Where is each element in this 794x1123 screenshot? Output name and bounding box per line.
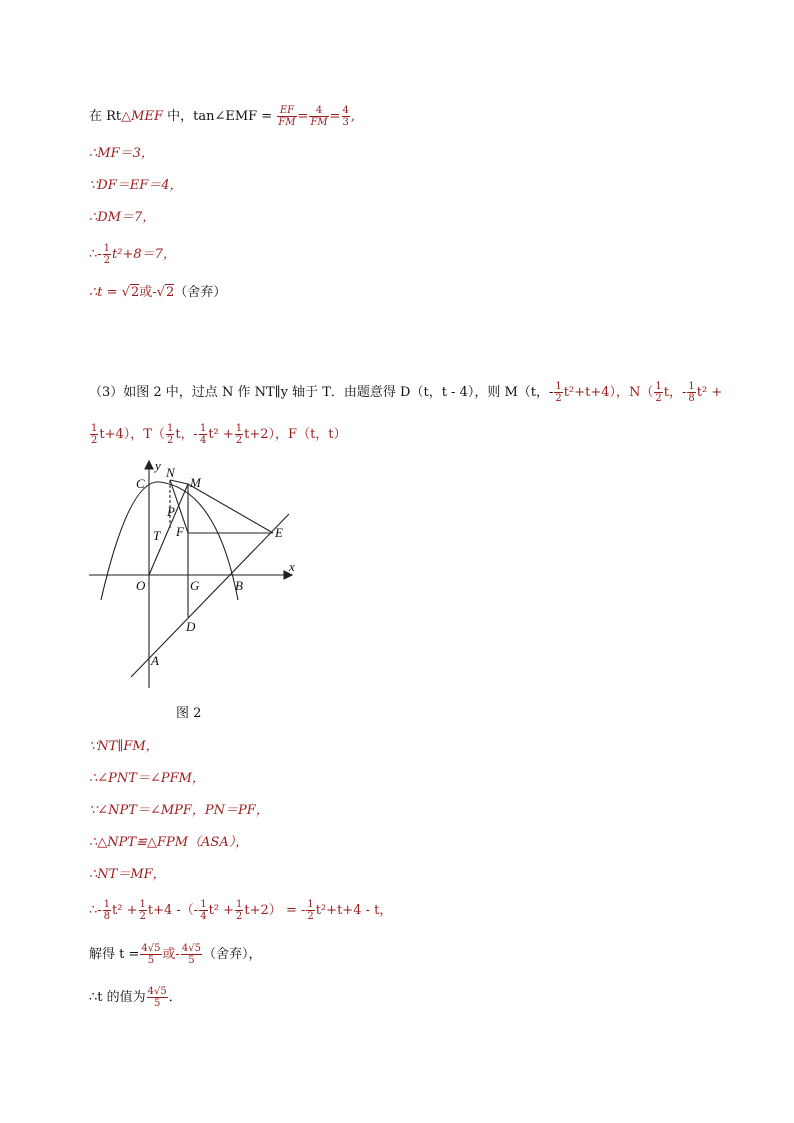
text: , — [350, 109, 356, 124]
text: t²+8＝7， — [112, 247, 176, 262]
proof-line-2: ∴∠PNT＝∠PFM， — [89, 771, 205, 786]
label-d: D — [186, 619, 196, 634]
label-o: O — [136, 578, 146, 593]
text: ∴- — [89, 247, 102, 262]
numerator: 1 — [307, 899, 314, 910]
numerator: 1 — [235, 423, 243, 434]
text: （舍弃）， — [203, 947, 262, 962]
numerator: 1 — [555, 381, 562, 392]
label-t: T — [153, 528, 161, 543]
fraction — [687, 381, 695, 404]
line-df-ef: ∵DF＝EF＝4， — [89, 178, 183, 193]
denominator: 2 — [555, 393, 562, 404]
part3-intro-line1 — [89, 378, 722, 408]
numerator: 4√5 — [181, 943, 202, 954]
numerator: 1 — [236, 899, 243, 910]
text: ． — [168, 990, 182, 1005]
denominator: 4 — [199, 435, 207, 446]
label-m: M — [190, 475, 201, 490]
sqrt-arg: 2 — [165, 285, 175, 300]
text: t+4 -（- — [147, 903, 199, 918]
parabola — [101, 482, 238, 600]
denominator: 3 — [342, 117, 349, 128]
fraction — [199, 423, 207, 446]
text: 或- — [162, 947, 180, 962]
label-b: B — [235, 578, 243, 593]
numerator: 1 — [91, 423, 98, 434]
text: ∴t = — [89, 285, 118, 300]
line-tan-emf: 在 Rt△MEF 中，tan∠EMF = $\frac{EF}{FM}$ = $\frac{4}{FM}$ = $\frac{4}{3}$ , — [89, 105, 356, 128]
text: t² + — [112, 903, 138, 918]
proof-line-7 — [89, 940, 262, 970]
denominator: 2 — [91, 435, 98, 446]
fraction — [306, 899, 314, 922]
text: t² + — [696, 385, 723, 400]
denominator: 5 — [147, 955, 155, 966]
text: t² + — [208, 427, 234, 442]
text: t+2），F（t，t） — [244, 427, 347, 442]
text: 解得 t = — [89, 947, 140, 962]
triangle-label: △MEF — [121, 109, 163, 124]
denominator: 2 — [307, 911, 314, 922]
line-dm: ∴DM＝7， — [89, 210, 156, 225]
numerator: 1 — [103, 243, 111, 254]
label-a: A — [151, 653, 159, 668]
fraction — [147, 986, 168, 1009]
proof-line-3: ∵∠NPT＝∠MPF，PN＝PF， — [89, 803, 269, 818]
label-c: C — [136, 476, 145, 491]
fraction — [103, 243, 111, 266]
text: t²+t+4），N（ — [563, 385, 654, 400]
segment-me — [188, 484, 273, 533]
fraction — [181, 943, 202, 966]
line-equation — [89, 240, 176, 270]
label-p: P — [167, 504, 175, 519]
denominator: FM — [278, 117, 296, 128]
numerator: 1 — [199, 423, 207, 434]
text: t+2） = - — [244, 903, 306, 918]
numerator: 1 — [688, 381, 695, 392]
fraction — [166, 423, 174, 446]
denominator: 5 — [154, 998, 161, 1009]
numerator: 4√5 — [141, 943, 161, 954]
denominator: 2 — [655, 393, 662, 404]
label-y: y — [155, 458, 161, 473]
numerator: 1 — [200, 899, 207, 910]
fraction — [140, 943, 161, 966]
text: t，- — [663, 385, 687, 400]
fraction — [554, 381, 562, 404]
text: （舍弃） — [174, 285, 227, 300]
y-axis-arrow — [145, 461, 153, 469]
denominator: 8 — [688, 393, 695, 404]
label-e: E — [275, 525, 283, 540]
denominator: 2 — [236, 911, 243, 922]
text: t²+t+4 - t， — [315, 903, 393, 918]
fraction — [90, 423, 98, 446]
figure-caption: 图 2 — [176, 706, 202, 721]
text: 或- — [139, 285, 157, 300]
fraction — [103, 899, 111, 922]
label-g: G — [190, 578, 200, 593]
denominator: 8 — [103, 911, 111, 922]
fraction — [654, 381, 662, 404]
figure-2-diagram — [85, 455, 310, 695]
numerator: 1 — [139, 899, 146, 910]
label-x: x — [289, 559, 295, 574]
text: t² + — [208, 903, 235, 918]
line-mf: ∴MF＝3， — [89, 146, 154, 161]
fraction — [277, 105, 296, 128]
text: t，- — [175, 427, 198, 442]
fraction — [309, 105, 328, 128]
denominator: 5 — [188, 955, 195, 966]
numerator: 1 — [655, 381, 662, 392]
label-n: N — [166, 465, 175, 480]
numerator: 1 — [166, 423, 174, 434]
numerator: 1 — [103, 899, 111, 910]
denominator: FM — [310, 117, 328, 128]
text: ∴t 的值为 — [89, 990, 146, 1005]
label-f: F — [176, 524, 184, 539]
fraction — [342, 105, 350, 128]
line-t-result: ∴t = √2或-√2（舍弃） — [89, 285, 227, 300]
numerator: 4√5 — [147, 986, 167, 997]
text: （3）如图 2 中，过点 N 作 NT∥y 轴于 T．由题意得 D（t，t - 4），则 M（t，- — [89, 385, 554, 400]
denominator: 2 — [103, 255, 111, 266]
sqrt-arg: 2 — [130, 285, 140, 300]
fraction — [235, 423, 243, 446]
proof-line-6 — [89, 896, 392, 926]
segment-nm — [170, 480, 188, 484]
fraction — [139, 899, 147, 922]
denominator: 4 — [200, 911, 207, 922]
numerator: EF — [277, 105, 296, 117]
proof-line-4: ∴△NPT≌△FPM（ASA）， — [89, 835, 249, 850]
proof-line-8 — [89, 983, 182, 1013]
proof-line-5: ∴NT＝MF， — [89, 867, 166, 882]
fraction — [199, 899, 207, 922]
text: t+4），T（ — [99, 427, 165, 442]
numerator: 4 — [309, 105, 328, 117]
text: 在 Rt — [89, 109, 122, 124]
part3-intro-line2 — [89, 420, 347, 450]
denominator: 2 — [139, 911, 146, 922]
proof-line-1: ∵NT∥FM， — [89, 739, 159, 754]
denominator: 2 — [166, 435, 174, 446]
fraction — [235, 899, 243, 922]
denominator: 2 — [235, 435, 243, 446]
text: 中，tan∠EMF = — [162, 109, 277, 124]
numerator: 4 — [342, 105, 349, 116]
text: ∴- — [89, 903, 102, 918]
